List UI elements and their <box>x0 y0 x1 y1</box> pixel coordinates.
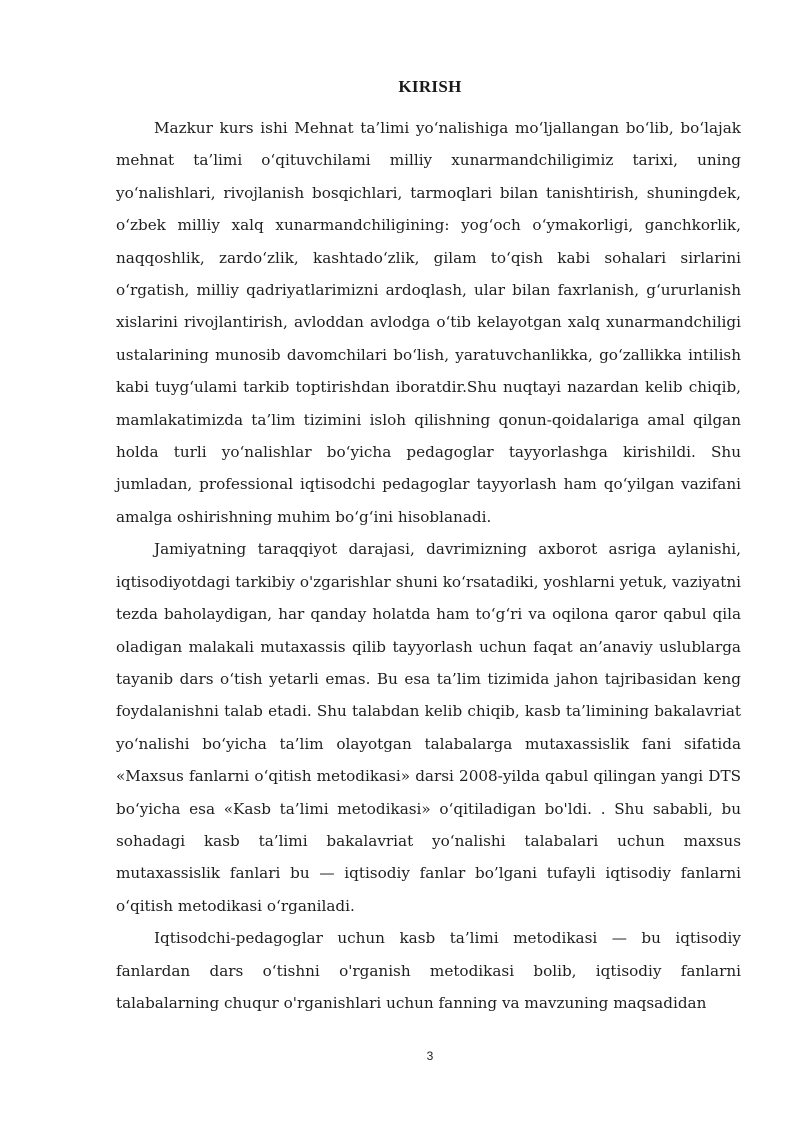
paragraph-1: Mazkur kurs ishi Mehnat ta’limi yo‘nalishiga mo‘ljallangan bo‘lib, bo‘lajak mehnat ta’limi o‘qituvchilami milliy xunarmandchiligimiz tarixi, uning yo‘nalishlari, rivojlanish bosqichlari, tarmoqlari bilan tanishtirish, shuningdek, o‘zbek milliy xalq xunarmandchiligining: yog‘och o‘ymakorligi, ganchkorlik, naqqoshlik, zardo‘zlik, kashtado‘zlik, gilam to‘qish kabi sohalari sirlarini o‘rgatish, milliy qadriyatlarimizni ardoqlash, ular bilan faxrlanish, g‘ururlanish xislarini rivojlantirish, avloddan avlodga o‘tib kelayotgan xalq xunarmandchiligi ustalarining munosib davomchilari bo‘lish, yaratuvchanlikka, go‘zallikka intilish kabi tuyg‘ulami tarkib toptirishdan iboratdir.Shu nuqtayi nazardan kelib chiqib, mamlakatimizda ta’lim tizimini isloh qilishning qonun-qoidalariga amal qilgan holda turli yo‘nalishlar bo‘yicha pedagoglar tayyorlashga kirishildi. Shu jumladan, professional iqtisodchi pedagoglar tayyorlash ham qo‘yilgan vazifani amalga oshirishning muhim bo‘g‘ini hisoblanadi. <box>116 119 741 526</box>
body-text <box>116 112 741 1019</box>
paragraph-3: Iqtisodchi-pedagoglar uchun kasb ta’limi metodikasi — bu iqtisodiy fanlardan dars o‘tishni o'rganish metodikasi bolib, iqtisodiy fanlarni talabalarning chuqur o'rganishlari uchun fanning va mavzuning maqsadidan <box>116 929 741 1012</box>
section-heading: KIRISH <box>398 77 462 96</box>
page-number: 3 <box>426 1049 434 1063</box>
paragraph-2: Jamiyatning taraqqiyot darajasi, davrimizning axborot asriga aylanishi, iqtisodiyotdagi tarkibiy o'zgarishlar shuni ko‘rsatadiki, yoshlarni yetuk, vaziyatni tezda baholaydigan, har qanday holatda ham to‘g‘ri va oqilona qaror qabul qila oladigan malakali mutaxassis qilib tayyorlash uchun faqat an’anaviy uslublarga tayanib dars o‘tish yetarli emas. Bu esa ta’lim tizimida jahon tajribasidan keng foydalanishni talab etadi. Shu talabdan kelib chiqib, kasb ta’limining bakalavriat yo‘nalishi bo‘yicha ta’lim olayotgan talabalarga mutaxassislik fani sifatida «Maxsus fanlarni o‘qitish metodikasi» darsi 2008-yilda qabul qilingan yangi DTS bo‘yicha esa «Kasb ta’limi metodikasi» o‘qitiladigan bo'ldi. . Shu sababli, bu sohadagi kasb ta’limi bakalavriat yo‘nalishi talabalari uchun maxsus mutaxassislik fanlari bu — iqtisodiy fanlar bo’lgani tufayli iqtisodiy fanlarni o‘qitish metodikasi o‘rganiladi. <box>116 540 741 915</box>
